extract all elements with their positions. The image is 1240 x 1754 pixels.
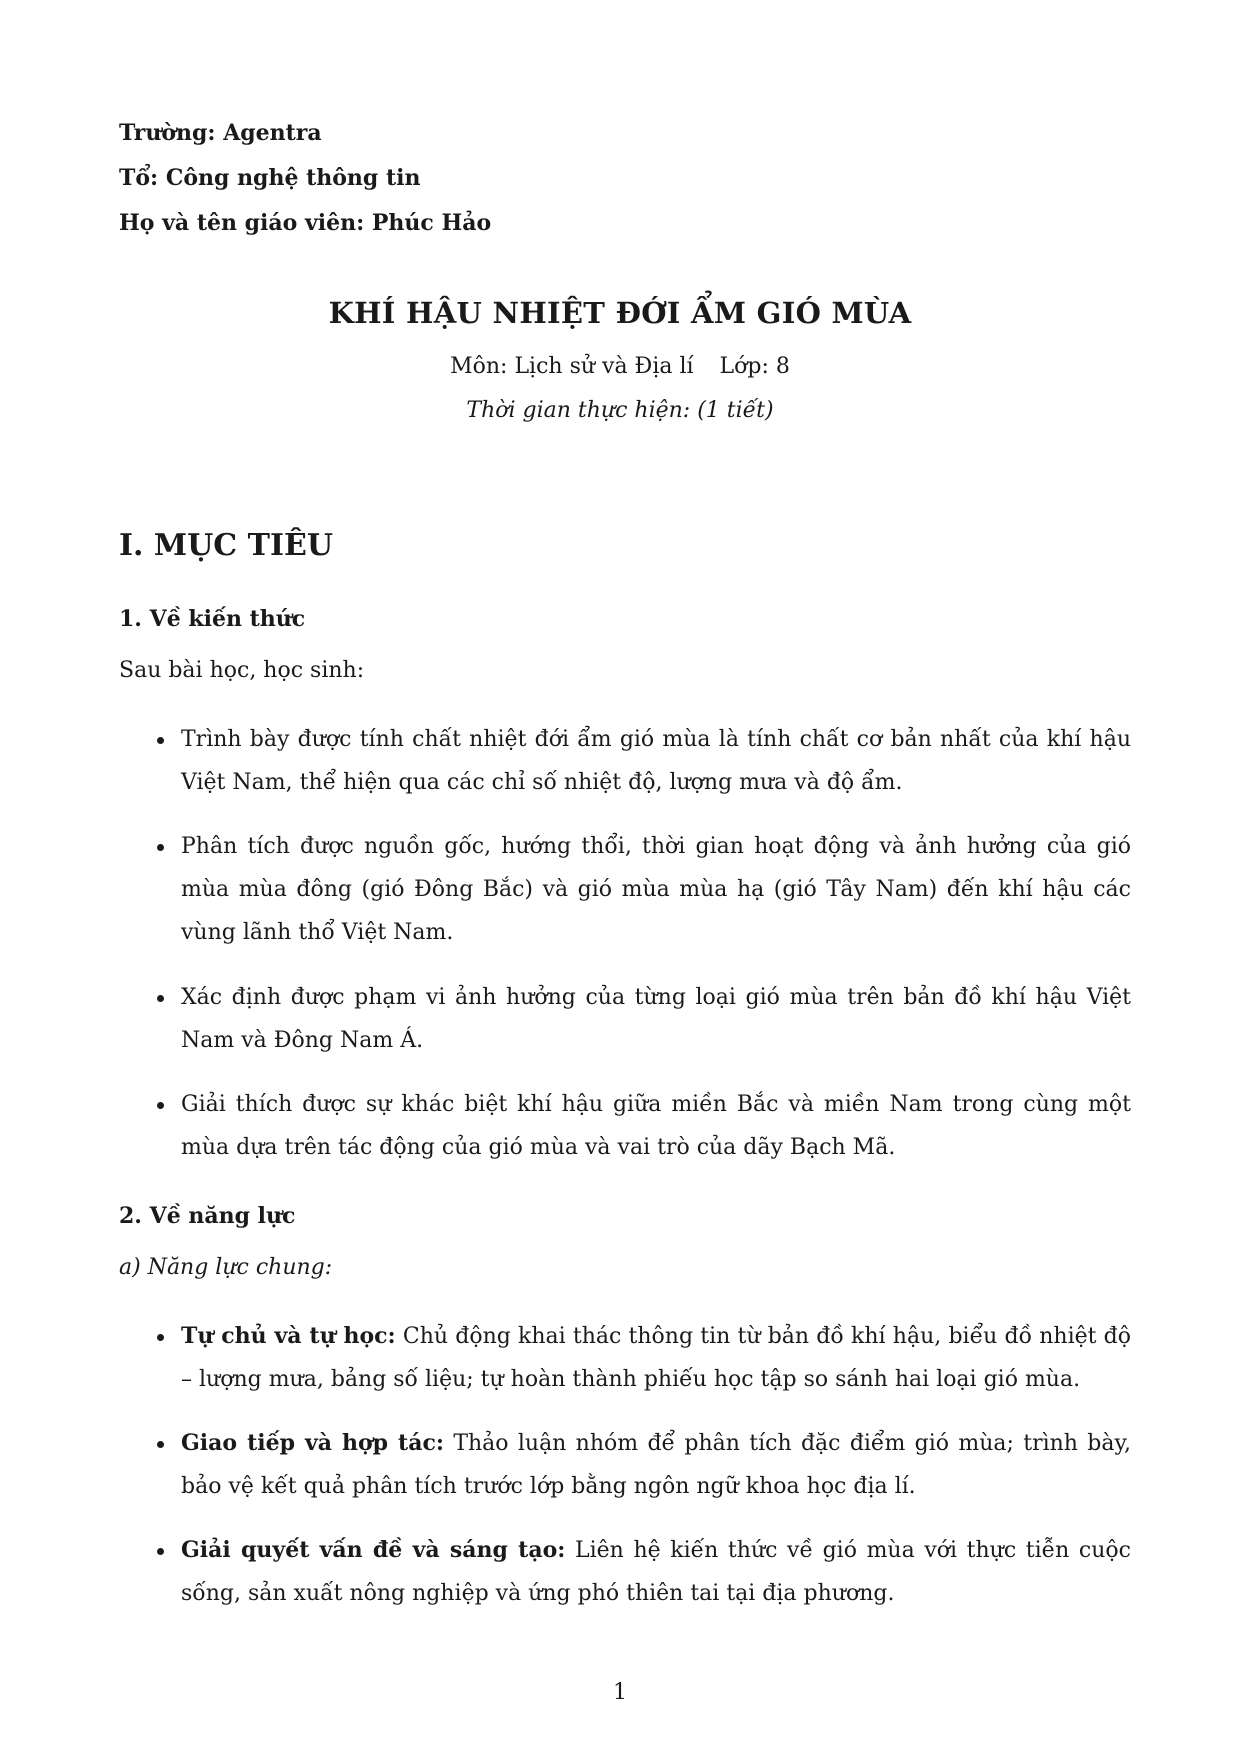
subheading-competence: 2. Về năng lực <box>119 1203 296 1229</box>
group-line <box>119 165 420 191</box>
teacher-name: Phúc Hảo <box>371 210 492 236</box>
competence-title: Giải quyết vấn đề và sáng tạo: <box>181 1537 566 1563</box>
school-label: Trường: <box>119 120 216 146</box>
bullet-icon <box>157 844 164 851</box>
teacher-label: Họ và tên giáo viên: <box>119 210 365 236</box>
list-item: Phân tích được nguồn gốc, hướng thổi, thời gian hoạt động và ảnh hưởng của gió mùa mùa đông (gió Đông Bắc) và gió mùa mùa hạ (gió Tây Nam) đến khí hậu các vùng lãnh thổ Việt Nam. <box>119 825 1131 954</box>
lesson-title: KHÍ HẬU NHIỆT ĐỚI ẨM GIÓ MÙA <box>328 296 912 330</box>
competence-title: Tự chủ và tự học: <box>181 1323 396 1349</box>
list-item: Xác định được phạm vi ảnh hưởng của từng loại gió mùa trên bản đồ khí hậu Việt Nam và Đông Nam Á. <box>119 976 1131 1062</box>
group-name: Công nghệ thông tin <box>165 165 421 191</box>
list-item: Tự chủ và tự học: Chủ động khai thác thông tin từ bản đồ khí hậu, biểu đồ nhiệt độ – lượng mưa, bảng số liệu; tự hoàn thành phiếu học tập so sánh hai loại gió mùa. <box>119 1315 1131 1401</box>
duration-line: Thời gian thực hiện: (1 tiết) <box>466 398 774 423</box>
teacher-line <box>119 210 491 236</box>
school-name: Agentra <box>223 120 322 146</box>
subject-grade-line <box>0 354 1240 379</box>
page-number: 1 <box>613 1680 627 1705</box>
grade-text: Lớp: 8 <box>719 354 790 379</box>
subject-text: Môn: Lịch sử và Địa lí <box>450 354 694 379</box>
section-heading-objectives: I. MỤC TIÊU <box>119 528 333 563</box>
bullet-icon <box>157 737 164 744</box>
group-label: Tổ: <box>119 165 159 191</box>
bullet-icon <box>157 1102 164 1109</box>
bullet-icon <box>157 1548 164 1555</box>
subheading-knowledge: 1. Về kiến thức <box>119 606 306 632</box>
competence-title: Giao tiếp và hợp tác: <box>181 1430 444 1456</box>
list-item: Trình bày được tính chất nhiệt đới ẩm gió mùa là tính chất cơ bản nhất của khí hậu Việt Nam, thể hiện qua các chỉ số nhiệt độ, lượng mưa và độ ẩm. <box>119 718 1131 804</box>
knowledge-intro: Sau bài học, học sinh: <box>119 658 365 683</box>
list-item: Giao tiếp và hợp tác: Thảo luận nhóm để phân tích đặc điểm gió mùa; trình bày, bảo vệ kết quả phân tích trước lớp bằng ngôn ngữ khoa học địa lí. <box>119 1422 1131 1508</box>
list-item: Giải quyết vấn đề và sáng tạo: Liên hệ kiến thức về gió mùa với thực tiễn cuộc sống, sản xuất nông nghiệp và ứng phó thiên tai tại địa phương. <box>119 1529 1131 1615</box>
bullet-icon <box>157 1334 164 1341</box>
school-line <box>119 120 322 146</box>
general-competence-label: a) Năng lực chung: <box>119 1255 333 1280</box>
bullet-icon <box>157 995 164 1002</box>
list-item: Giải thích được sự khác biệt khí hậu giữa miền Bắc và miền Nam trong cùng một mùa dựa trên tác động của gió mùa và vai trò của dãy Bạch Mã. <box>119 1083 1131 1169</box>
bullet-icon <box>157 1441 164 1448</box>
